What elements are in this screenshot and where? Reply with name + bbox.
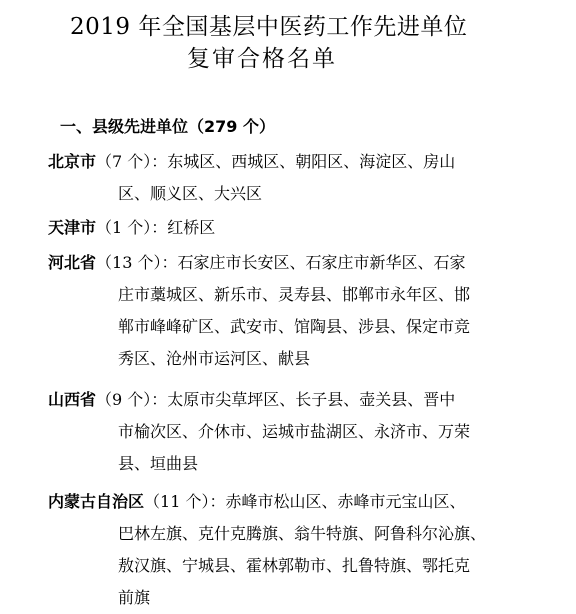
entry-line: 县、垣曲县 bbox=[118, 454, 199, 473]
entry-region: 内蒙古自治区 bbox=[48, 492, 145, 511]
entry-region: 河北省 bbox=[48, 253, 97, 272]
entry-line: 区、顺义区、大兴区 bbox=[118, 184, 263, 203]
entry-text: （7 个）：东城区、西城区、朝阳区、海淀区、房山 bbox=[96, 152, 456, 171]
entry-text: （1 个）：红桥区 bbox=[96, 218, 216, 237]
entry-line bbox=[48, 486, 518, 518]
entry-region: 天津市 bbox=[48, 218, 97, 237]
entry-line bbox=[48, 247, 518, 279]
entry-line bbox=[48, 146, 518, 178]
entry-text: （13 个）：石家庄市长安区、石家庄市新华区、石家 bbox=[96, 253, 466, 272]
entry-line: 秀区、沧州市运河区、献县 bbox=[118, 349, 311, 368]
entry-line bbox=[48, 212, 518, 244]
entry-line: 敖汉旗、宁城县、霍林郭勒市、扎鲁特旗、鄂托克 bbox=[118, 556, 471, 575]
entry-text: （11 个）：赤峰市松山区、赤峰市元宝山区、 bbox=[144, 492, 466, 511]
entry-line bbox=[48, 384, 518, 416]
page-title-line-1: 2019 年全国基层中医药工作先进单位 bbox=[70, 14, 468, 40]
page-title-line-2: 复审合格名单 bbox=[187, 46, 337, 72]
entry-region: 北京市 bbox=[48, 152, 97, 171]
entry-line: 市榆次区、介休市、运城市盐湖区、永济市、万荣 bbox=[118, 422, 471, 441]
entry-tianjin bbox=[48, 212, 518, 244]
entry-inner-mongolia bbox=[48, 486, 518, 614]
entry-line: 郸市峰峰矿区、武安市、馆陶县、涉县、保定市竞 bbox=[118, 317, 471, 336]
entry-hebei bbox=[48, 247, 518, 375]
section-heading: 一、县级先进单位（279 个） bbox=[60, 117, 275, 136]
entry-region: 山西省 bbox=[48, 390, 97, 409]
entry-text: （9 个）：太原市尖草坪区、长子县、壶关县、晋中 bbox=[96, 390, 456, 409]
entry-line: 前旗 bbox=[118, 588, 151, 607]
entry-shanxi bbox=[48, 384, 518, 480]
entry-beijing bbox=[48, 146, 518, 210]
entry-line: 庄市藁城区、新乐市、灵寿县、邯郸市永年区、邯 bbox=[118, 285, 471, 304]
entry-line: 巴林左旗、克什克腾旗、翁牛特旗、阿鲁科尔沁旗、 bbox=[118, 524, 487, 543]
